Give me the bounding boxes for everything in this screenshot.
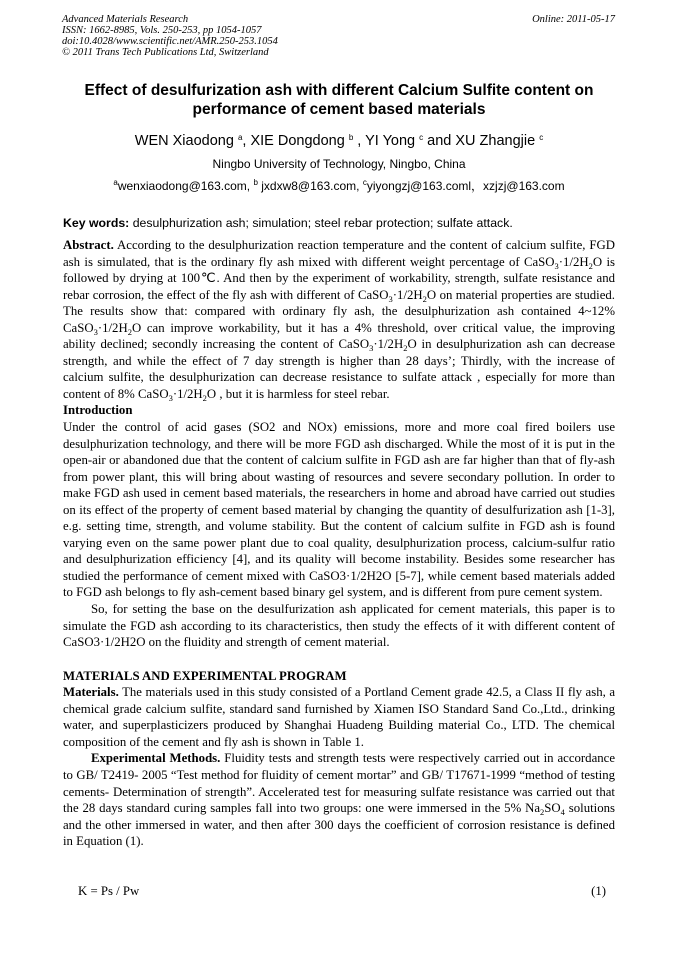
abstract-text: O , but it is harmless for steel rebar. (206, 386, 390, 401)
subscript: 3 (388, 293, 393, 304)
keywords (63, 216, 623, 231)
author-list: WEN Xiaodong $^a$, XIE Dongdong $^b$ , YI Yong $^c$ and XU Zhangjie $^c$ (134, 133, 544, 149)
methods-text: solutions and the other immersed in water, and then after 300 days the coefficient of corrosion resistance is defined in Equation (1). (63, 801, 615, 849)
abstract-text: ·1/2H (97, 320, 128, 335)
paper-body (63, 237, 615, 850)
subscript: 2 (127, 326, 132, 337)
abstract-text: ·1/2H (558, 254, 589, 269)
issn-line: ISSN: 1662-8985, Vols. 250-253, pp 1054-1057 (62, 25, 262, 36)
paper-title (40, 81, 638, 119)
abstract (63, 237, 615, 402)
introduction-paragraph-1: Under the control of acid gases (SO2 and NOx) emissions, more and more coal fired boilers use desulphurization technology, and there will be more FGD ash discharged. While the most of it is put in the open-air or abandoned due that the content of calcium sulfite in FGD ash are far higher than that of fly-ash from power plant, this will bring about wasting of resources and severe secondary pollution. In order to make FGD ash used in cement based materials, the researchers in home and abroad have carried out studies on its effect of the property of cement based material by changing the quantity of desulfurization ash [1-3], e.g. setting time, strength, and volume stability. But the content of calcium sulfite in FGD ash is found varying even on the same power plant due to coal quality, desulphurization process, calcium-sulfur ratio and desulphurization efficiency [4], and its quality will become instability. Besides some researcher has studied the performance of cement mixed with CaSO3·1/2H2O [5-7], while cement based materials added to FGD ash belongs to fly ash-cement based binary gel system, and is different from pure cement system. (63, 420, 615, 600)
subscript: 3 (369, 343, 374, 354)
methods-paragraph (63, 750, 615, 849)
equation-text: K = Ps / Pw (78, 884, 140, 898)
email-a[interactable]: wenxiaodong@163.com, (117, 179, 251, 193)
subscript: 2 (540, 807, 545, 818)
materials-label: Materials. (63, 685, 119, 700)
email-a-mark: a (113, 178, 118, 187)
abstract-text: ·1/2H (172, 386, 203, 401)
subscript: 3 (93, 326, 98, 337)
abstract-text: O on material properties are studied. The results show that: compared with ordinary fly ash, the desulphurization ash contained 4~12% CaSO (63, 287, 615, 335)
subscript: 2 (422, 293, 427, 304)
email-c-mark: c (362, 178, 367, 187)
subscript: 2 (403, 343, 408, 354)
materials-heading: MATERIALS AND EXPERIMENTAL PROGRAM (63, 668, 347, 683)
abstract-text: O can improve workability, but it has a 4% threshold, over critical value, the improving ability declined; secondly increasing the content of CaSO (63, 320, 615, 352)
methods-text: Fluidity tests and strength tests were respectively carried out in accordance to GB/ T2419- 2005 “Test method for fluidity of cement mortar” and GB/ T17671-1999 “method of testing cements- Determination of strength”. Accelerated test for measuring sulfate resistance was carried out that the 28 days standard curing samples fall into two groups: one were immersed in the 5% Na (63, 751, 616, 816)
abstract-text: O in desulphurization ash can decrease strength, and while the effect of 7 day strength is higher than 28 days’; Thirdly, with the increase of calcium sulfite, the desulphurization can decrease resistance to sulfate attack , especially for more than content of 8% CaSO (63, 337, 615, 401)
keywords-text: desulphurization ash; simulation; steel rebar protection; sulfate attack. (132, 216, 513, 230)
title-line-2: performance of cement based materials (192, 101, 486, 118)
author-1: WEN Xiaodong (134, 133, 234, 149)
affiliation: Ningbo University of Technology, Ningbo, China (212, 157, 466, 171)
abstract-text: O is followed by drying at 100℃. And then by the experiment of workability, strength, sulfate resistance and rebar corrosion, the effect of the fly ash with different of CaSO (63, 254, 615, 302)
subscript: 2 (588, 260, 593, 271)
subscript: 4 (560, 807, 565, 818)
author-4: XU Zhangjie (455, 133, 536, 149)
introduction-paragraph-2: So, for setting the base on the desulfurization ash applicated for cement materials, this paper is to simulate the FGD ash according to its characteristics, then study the effects of it with different content of CaSO3·1/2H2O on the fluidity and strength of cement material. (63, 602, 615, 650)
author-3: YI Yong (365, 133, 416, 149)
journal-name: Advanced Materials Research (62, 14, 189, 25)
section-gap (63, 651, 615, 668)
methods-text: SO (544, 801, 561, 816)
abstract-text: ·1/2H (373, 337, 404, 352)
email-b-mark: b (253, 178, 258, 187)
online-date: Online: 2011-05-17 (532, 14, 615, 25)
email-c[interactable]: yiyongzj@163.coml，xzjzj@163.com (366, 179, 565, 193)
materials-text: The materials used in this study consisted of a Portland Cement grade 42.5, a Class II fly ash, a chemical grade calcium sulfite, standard sand furnished by Xiamen ISO Standard Sand Co.,Ltd., drinking water, and superplasticizers produced by Shanghai Huadeng Building material Co., LTD. The chemical composition of the cement and fly ash is shown in Table 1. (63, 685, 616, 749)
author-4-mark: c (539, 133, 544, 142)
email-b[interactable]: jxdxw8@163.com, (261, 179, 360, 193)
doi-line: doi:10.4028/www.scientific.net/AMR.250-253.1054 (62, 36, 278, 47)
subscript: 2 (202, 392, 207, 403)
journal-header (62, 14, 278, 58)
author-2-mark: b (348, 133, 354, 142)
abstract-label: Abstract. (63, 238, 114, 252)
author-2: XIE Dongdong (250, 133, 345, 149)
abstract-text: According to the desulphurization reaction temperature and the content of calcium sulfite, FGD ash is simulated, that is the ordinary fly ash mixed with different weight percentage of CaSO (63, 238, 615, 269)
email-list (40, 179, 638, 193)
equation-number: (1) (591, 884, 606, 898)
keywords-label: Key words: (63, 216, 130, 230)
materials-paragraph (63, 684, 615, 750)
author-1-mark: a (237, 133, 243, 142)
introduction-heading: Introduction (63, 403, 133, 418)
title-line-1: Effect of desulfurization ash with different Calcium Sulfite content on (84, 82, 594, 99)
subscript: 3 (168, 392, 173, 403)
copyright-line: © 2011 Trans Tech Publications Ltd, Switzerland (62, 47, 269, 58)
abstract-text: ·1/2H (392, 287, 423, 302)
author-3-mark: c (419, 133, 424, 142)
equation-1 (78, 883, 606, 899)
subscript: 3 (554, 260, 559, 271)
methods-label: Experimental Methods. (91, 751, 221, 766)
